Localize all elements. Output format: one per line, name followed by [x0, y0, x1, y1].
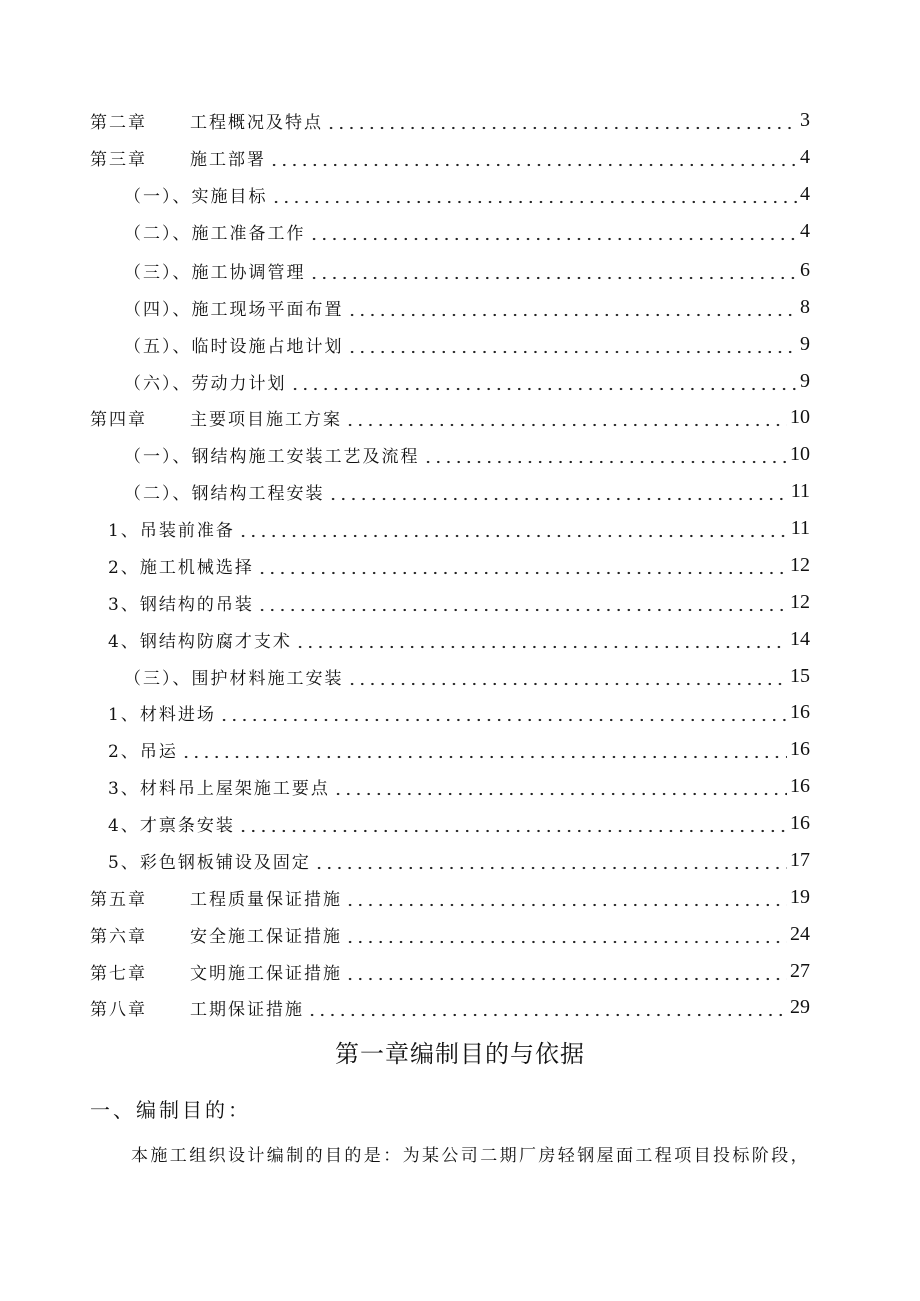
toc-entry-title: 1、材料进场: [108, 704, 216, 725]
toc-page-number: 15: [790, 664, 810, 687]
toc-entry[interactable]: [124, 441, 810, 467]
toc-entry-title: （四）、施工现场平面布置: [124, 299, 344, 320]
toc-chapter-number: 第五章: [90, 889, 147, 910]
toc-page-number: 8: [800, 295, 810, 318]
toc-leader-dots: [257, 552, 787, 578]
toc-page-number: 11: [790, 479, 810, 502]
toc-page-number: 4: [800, 219, 810, 242]
toc-page-number: 11: [790, 516, 810, 539]
toc-leader-dots: [345, 404, 787, 430]
toc-entry-title: 4、才禀条安装: [108, 815, 235, 836]
toc-entry-title: 3、钢结构的吊装: [108, 594, 254, 615]
toc-entry[interactable]: [124, 331, 810, 357]
toc-entry[interactable]: [108, 552, 810, 578]
toc-chapter-number: 第六章: [90, 926, 147, 947]
toc-chapter-number: 第三章: [90, 149, 147, 170]
toc-page-number: 16: [790, 737, 810, 760]
toc-chapter-number: 第八章: [90, 999, 147, 1020]
toc-entry-title: 5、彩色钢板铺设及固定: [108, 852, 311, 873]
toc-entry[interactable]: [90, 884, 810, 910]
toc-entry[interactable]: [124, 663, 810, 689]
toc-entry[interactable]: [90, 994, 810, 1020]
toc-entry[interactable]: [108, 847, 810, 873]
toc-page-number: 16: [790, 774, 810, 797]
toc-page-number: 19: [790, 885, 810, 908]
toc-page-number: 9: [800, 332, 810, 355]
toc-entry-title: （二）、钢结构工程安装: [124, 483, 325, 504]
toc-page-number: 14: [790, 627, 810, 650]
toc-entry-title: 4、钢结构防腐才支术: [108, 631, 292, 652]
toc-leader-dots: [347, 663, 788, 689]
toc-entry-title: 施工部署: [190, 149, 266, 170]
toc-entry-title: 2、吊运: [108, 741, 178, 762]
toc-entry[interactable]: [108, 773, 810, 799]
toc-entry[interactable]: [108, 589, 810, 615]
toc-entry-title: 1、吊装前准备: [108, 520, 235, 541]
toc-page-number: 12: [790, 553, 810, 576]
toc-entry[interactable]: [108, 626, 810, 652]
toc-leader-dots: [238, 810, 787, 836]
toc-page-number: 16: [790, 700, 810, 723]
toc-leader-dots: [345, 884, 787, 910]
toc-leader-dots: [295, 626, 787, 652]
toc-entry[interactable]: [124, 218, 810, 244]
toc-entry-title: 工程质量保证措施: [190, 889, 342, 910]
chapter-heading: 第一章编制目的与依据: [335, 1040, 585, 1068]
toc-entry[interactable]: [90, 921, 810, 947]
toc-leader-dots: [309, 257, 798, 283]
toc-page-number: 17: [790, 848, 810, 871]
toc-chapter-number: 第二章: [90, 112, 147, 133]
toc-entry-title: （六）、劳动力计划: [124, 373, 287, 394]
section-heading: 一、编制目的：: [90, 1098, 251, 1122]
toc-entry[interactable]: [124, 368, 810, 394]
toc-leader-dots: [271, 181, 798, 207]
toc-leader-dots: [328, 478, 788, 504]
toc-entry[interactable]: [108, 736, 810, 762]
toc-entry[interactable]: [90, 958, 810, 984]
toc-entry[interactable]: [108, 515, 810, 541]
toc-entry[interactable]: [90, 144, 810, 170]
toc-chapter-number: 第四章: [90, 409, 147, 430]
toc-entry[interactable]: [124, 257, 810, 283]
toc-page-number: 27: [790, 959, 810, 982]
toc-leader-dots: [307, 994, 787, 1020]
toc-leader-dots: [290, 368, 798, 394]
toc-leader-dots: [326, 107, 797, 133]
toc-page-number: 12: [790, 590, 810, 613]
toc-entry-title: 文明施工保证措施: [190, 963, 342, 984]
toc-entry-title: （一）、钢结构施工安装工艺及流程: [124, 446, 420, 467]
toc-entry[interactable]: [108, 810, 810, 836]
toc-entry[interactable]: [124, 478, 810, 504]
toc-entry-title: 安全施工保证措施: [190, 926, 342, 947]
toc-leader-dots: [347, 294, 798, 320]
toc-entry-title: （三）、围护材料施工安装: [124, 668, 344, 689]
toc-leader-dots: [333, 773, 787, 799]
toc-entry[interactable]: [90, 404, 810, 430]
toc-page-number: 16: [790, 811, 810, 834]
toc-page-number: 6: [800, 258, 810, 281]
toc-entry[interactable]: [90, 107, 810, 133]
toc-entry-title: （三）、施工协调管理: [124, 262, 306, 283]
toc-leader-dots: [423, 441, 788, 467]
toc-leader-dots: [238, 515, 788, 541]
toc-leader-dots: [181, 736, 787, 762]
toc-entry[interactable]: [124, 181, 810, 207]
toc-leader-dots: [269, 144, 797, 170]
toc-leader-dots: [257, 589, 787, 615]
toc-page-number: 24: [790, 922, 810, 945]
toc-entry-title: 2、施工机械选择: [108, 557, 254, 578]
toc-leader-dots: [347, 331, 798, 357]
toc-entry-title: （五）、临时设施占地计划: [124, 336, 344, 357]
toc-page-number: 4: [800, 145, 810, 168]
toc-leader-dots: [345, 921, 787, 947]
toc-entry[interactable]: [124, 294, 810, 320]
toc-entry-title: 主要项目施工方案: [190, 409, 342, 430]
toc-entry[interactable]: [108, 699, 810, 725]
toc-page-number: 3: [800, 108, 810, 131]
toc-page-number: 10: [790, 442, 810, 465]
toc-entry-title: 工期保证措施: [190, 999, 304, 1020]
toc-entry-title: （一）、实施目标: [124, 186, 268, 207]
toc-page-number: 10: [790, 405, 810, 428]
toc-page-number: 4: [800, 182, 810, 205]
toc-entry-title: 工程概况及特点: [190, 112, 323, 133]
toc-leader-dots: [309, 218, 798, 244]
toc-leader-dots: [345, 958, 787, 984]
toc-leader-dots: [314, 847, 787, 873]
toc-entry-title: 3、材料吊上屋架施工要点: [108, 778, 330, 799]
toc-entry-title: （二）、施工准备工作: [124, 223, 306, 244]
toc-page-number: 9: [800, 369, 810, 392]
toc-leader-dots: [219, 699, 787, 725]
toc-page-number: 29: [790, 995, 810, 1018]
toc-chapter-number: 第七章: [90, 963, 147, 984]
body-paragraph: 本施工组织设计编制的目的是：为某公司二期厂房轻钢屋面工程项目投标阶段，: [131, 1146, 810, 1166]
